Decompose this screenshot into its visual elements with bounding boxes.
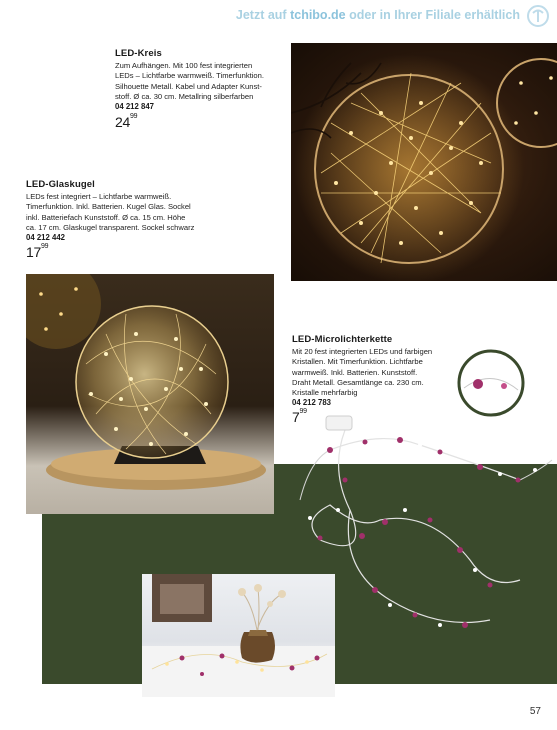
product-title: LED-Microlichterkette xyxy=(292,334,393,345)
vase-photo xyxy=(142,574,335,697)
glass-ball-photo xyxy=(26,274,274,514)
article-number: 04 212 847 xyxy=(115,102,155,112)
product-description: Zum Aufhängen. Mit 100 fest integrierten LEDs – Lichtfarbe warmweiß. Timerfunktion. Silhouette Metall. Kabel und Adapter Kunst- stoff. Ø ca. 30 cm. Metallring silberfarben xyxy=(115,61,264,101)
product-led-circle xyxy=(115,48,290,130)
article-number: 04 212 783 xyxy=(292,398,332,408)
product-led-glass-ball xyxy=(26,179,231,260)
product-description: Mit 20 fest integrierten LEDs und farbigen Kristallen. Mit Timerfunktion. Lichtfarbe warmweiß. Inkl. Batterien. Kunststoff. Draht Metall. Gesamtlänge ca. 230 cm. Kristalle mehrfarbig xyxy=(292,347,433,398)
page-number: 57 xyxy=(529,706,541,717)
product-title: LED-Kreis xyxy=(115,48,162,59)
price: $17^{99}$ xyxy=(26,243,49,261)
product-title: LED-Glaskugel xyxy=(26,179,95,190)
crystal-detail-inset xyxy=(456,348,526,418)
led-circle-photo xyxy=(291,43,557,281)
availability-note: Jetzt auf tchibo.de oder in Ihrer Filiale erhältlich xyxy=(235,8,520,22)
price: $24^{99}$ xyxy=(115,113,138,131)
tchibo-logo-icon xyxy=(526,4,550,28)
product-description: LEDs fest integriert – Lichtfarbe warmweiß. Timerfunktion. Inkl. Batterien. Kugel Glas. Sockel inkl. Batteriefach Kunststoff. Ø ca. 15 cm. Höhe ca. 17 cm. Glaskugel transparent. Sockel schwarz xyxy=(26,192,195,232)
price: $7^{99}$ xyxy=(292,408,307,426)
article-number: 04 212 442 xyxy=(26,233,66,243)
